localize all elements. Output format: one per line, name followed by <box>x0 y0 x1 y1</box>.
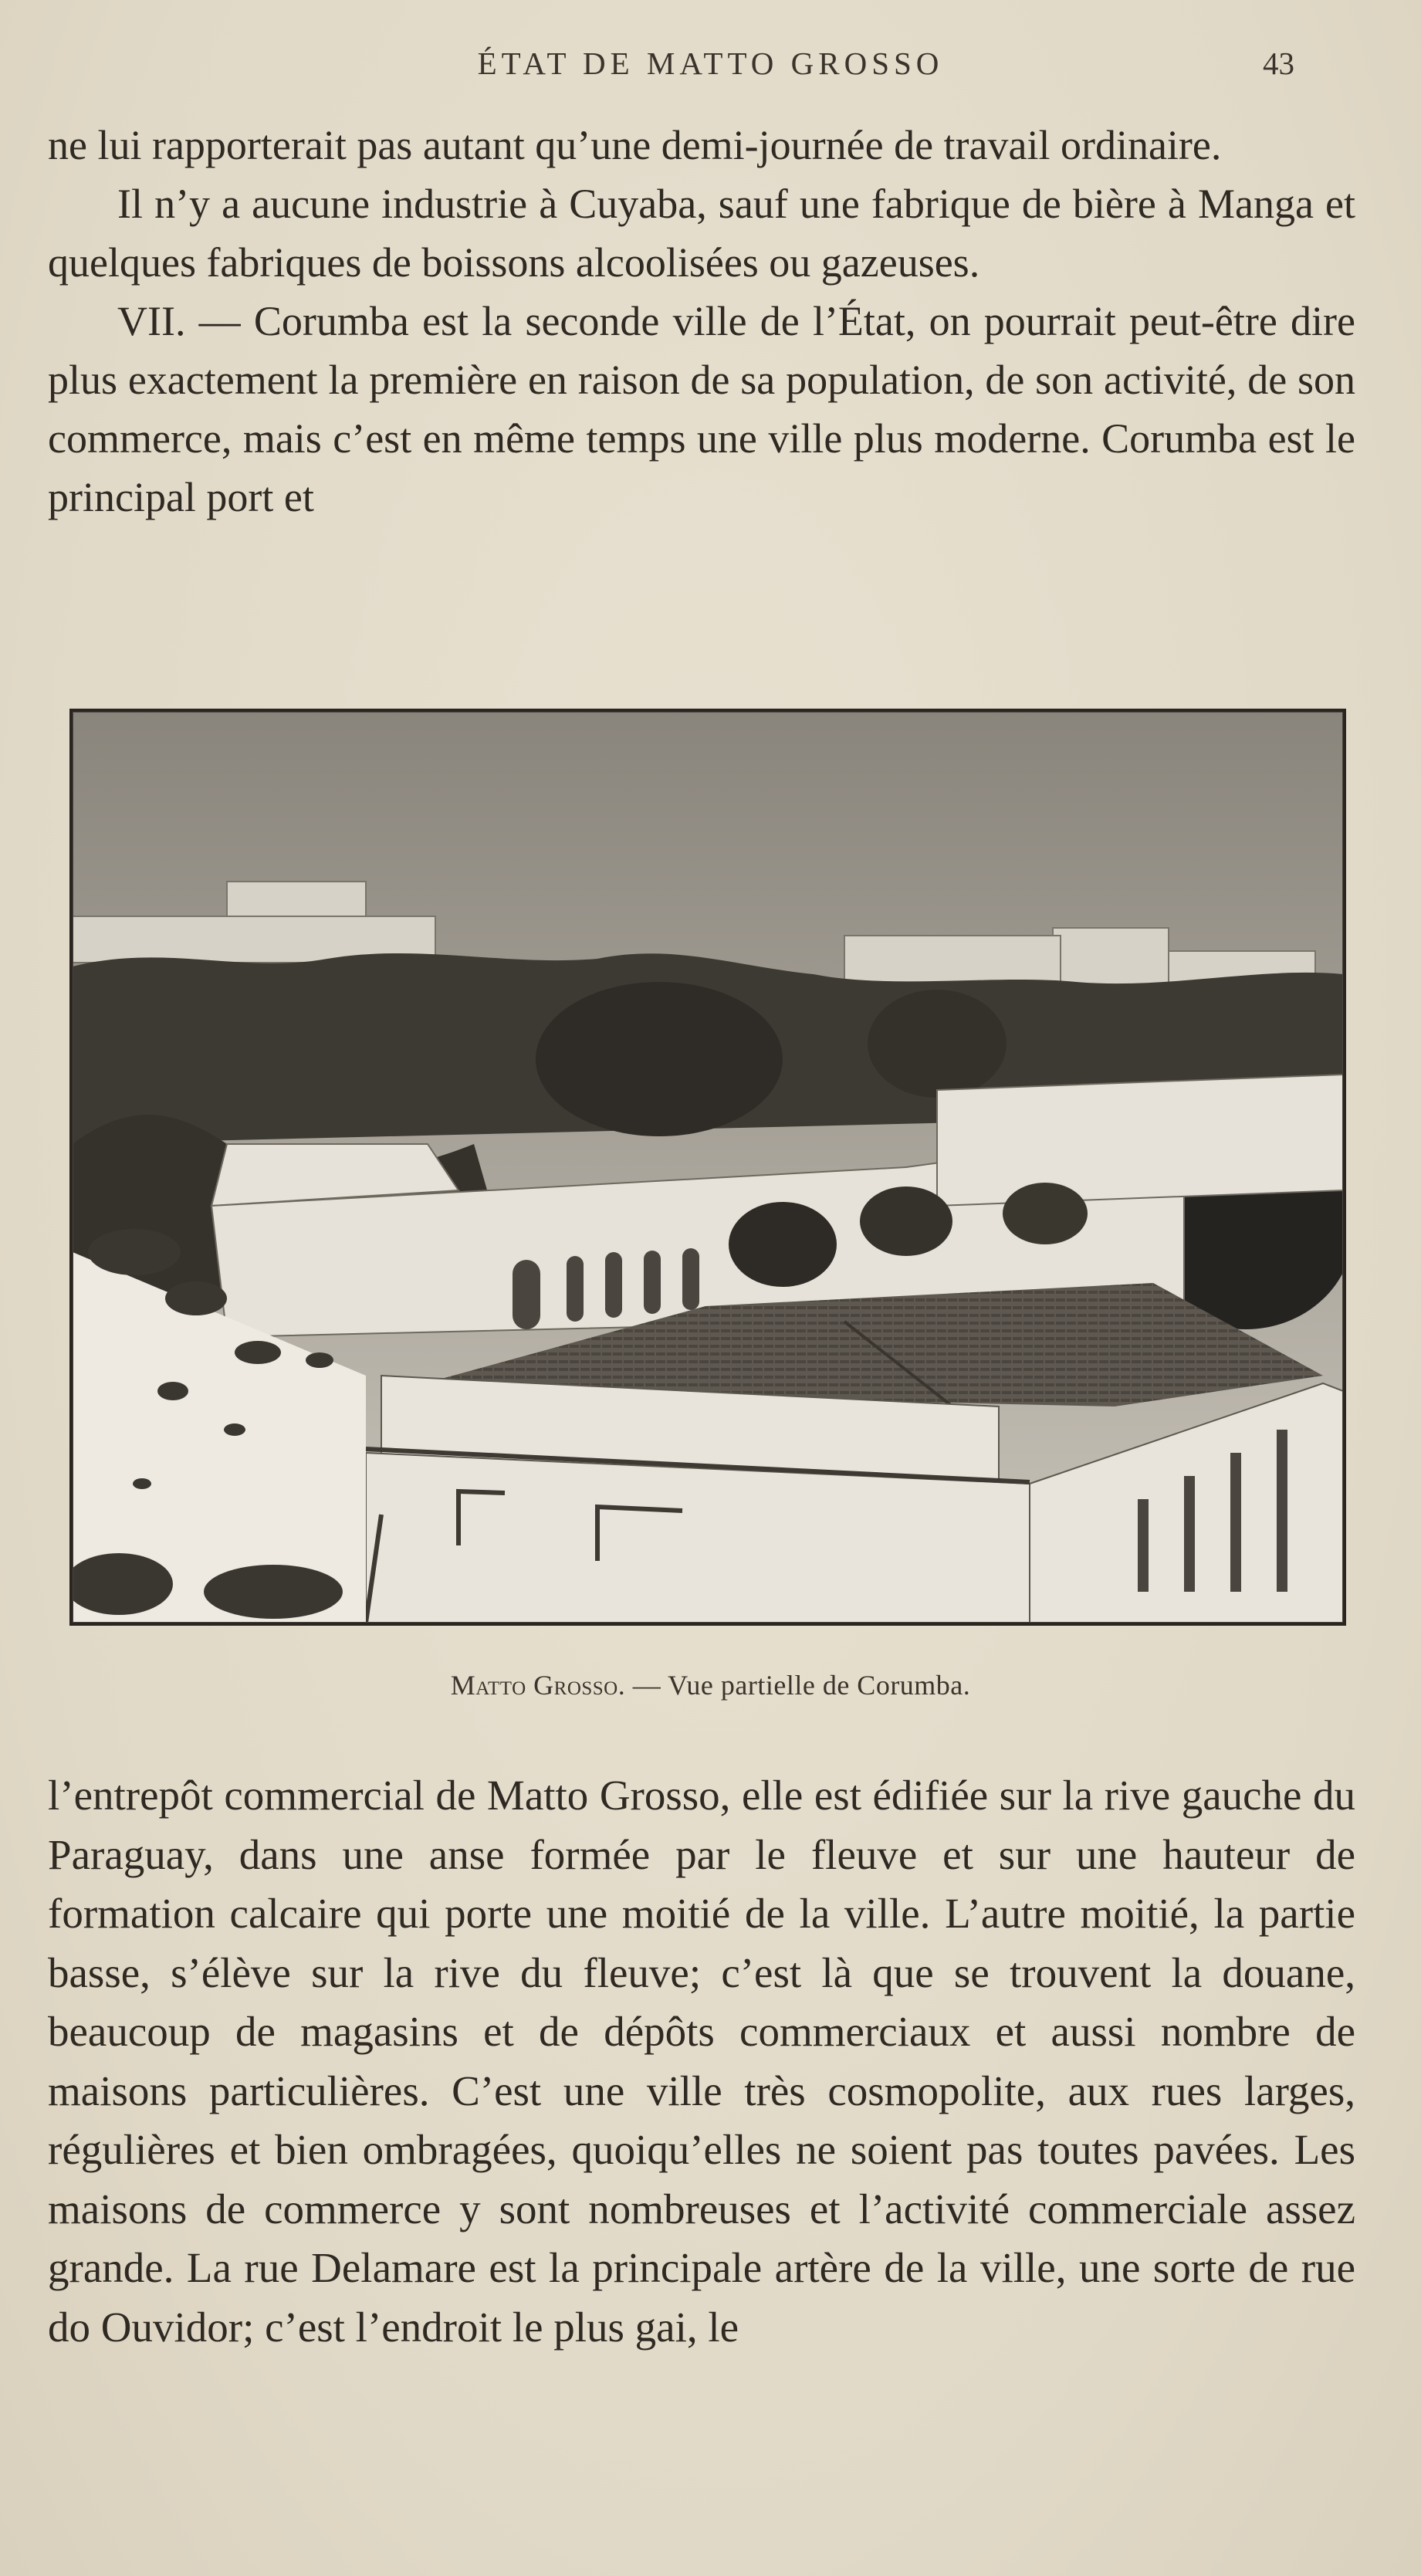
photograph-illustration <box>73 712 1343 1623</box>
caption-text: — Vue partielle de Corumba. <box>625 1670 971 1701</box>
page-number: 43 <box>1263 46 1294 81</box>
figure-caption <box>0 1669 1421 1701</box>
running-title: ÉTAT DE MATTO GROSSO <box>477 46 944 81</box>
paragraph-continued: ne lui rapporterait pas autant qu’une demi-journée de travail ordinaire. <box>48 122 1222 168</box>
running-head <box>46 45 1375 91</box>
paragraph-industry: Il n’y a aucune industrie à Cuyaba, sauf une fabrique de bière à Manga et quelques fabriques de boissons alcoolisées ou gazeuses. <box>48 181 1355 286</box>
paragraph-corumba-intro: VII. — Corumba est la seconde ville de l’État, on pourrait peut-être dire plus exactement la première en raison de sa population, de son activité, de son commerce, mais c’est en même temps une ville plus moderne. Corumba est le principal port et <box>48 298 1355 520</box>
top-text-block <box>48 116 1355 526</box>
paragraph-corumba-description: l’entrepôt commercial de Matto Grosso, elle est édifiée sur la rive gauche du Paraguay, dans une anse formée par le fleuve et sur une hauteur de formation calcaire qui porte une moitié de la ville. L’autre moitié, la partie basse, s’élève sur la rive du fleuve; c’est là que se trouvent la douane, beaucoup de magasins et de dépôts commerciaux et aussi nombre de maisons particulières. C’est une ville très cosmopolite, aux rues larges, régulières et bien ombragées, quoiqu’elles ne soient pas toutes pavées. Les maisons de commerce y sont nombreuses et l’activité commerciale assez grande. La rue Delamare est la principale artère de la ville, une sorte de rue do Ouvidor; c’est l’endroit le plus gai, le <box>48 1772 1355 2351</box>
bottom-text-block <box>48 1766 1355 2357</box>
photograph-corumba <box>69 709 1346 1626</box>
caption-place: Matto Grosso. <box>450 1670 626 1701</box>
